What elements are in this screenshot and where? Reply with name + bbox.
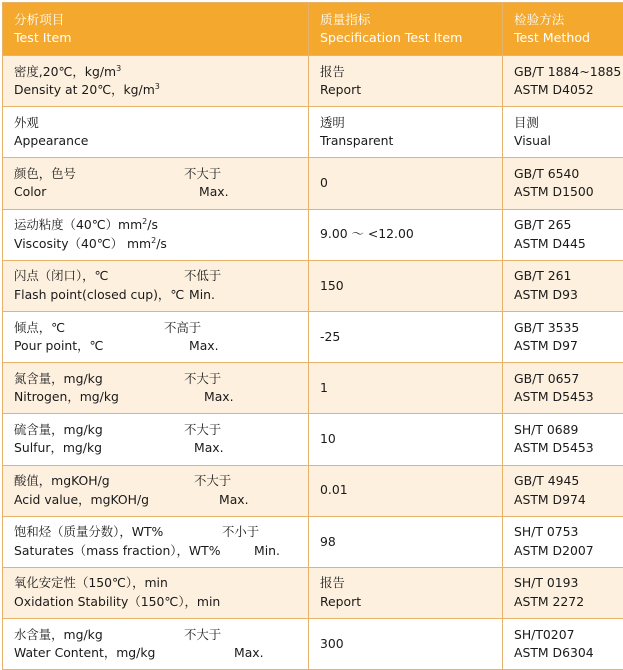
test-method-cell [503, 516, 623, 567]
header-test-item-zh: 分析项目 [14, 12, 65, 27]
test-item-zh-limit-label: 不小于 [222, 524, 260, 540]
test-method-cell [503, 619, 623, 670]
test-method-cell [503, 567, 623, 618]
header-test-item-en: Test Item [14, 30, 72, 45]
specification-value: Report [320, 82, 362, 98]
test-method-primary: GB/T 1884~1885 [514, 63, 622, 79]
test-item-en [14, 439, 308, 458]
test-item-en [14, 388, 308, 407]
test-item-en [14, 491, 308, 510]
test-item-zh-limit-label: 不高于 [164, 319, 202, 335]
table-row [3, 465, 623, 516]
test-item-zh-text: 倾点，℃ [14, 319, 66, 335]
test-method-secondary: ASTM D4052 [514, 82, 594, 98]
test-item-en-text: Density at 20℃，kg/m [14, 82, 155, 98]
specification-cell [309, 414, 503, 465]
test-item-en-limit-label: Min. [254, 542, 280, 558]
test-method-secondary: ASTM D1500 [514, 184, 594, 200]
test-method-cell [503, 158, 623, 209]
specification-value: -25 [320, 328, 341, 344]
test-item-zh-text: 氧化安定性（150℃），min [14, 575, 168, 591]
test-method-primary: SH/T 0753 [514, 524, 579, 540]
test-item-zh-text: 氮含量，mg/kg [14, 370, 103, 386]
test-item-en [14, 81, 308, 100]
test-item-en [14, 286, 308, 305]
specification-cell [309, 158, 503, 209]
specification-cell [309, 56, 503, 107]
test-item-en-text: Appearance [14, 133, 89, 149]
test-method-primary: GB/T 261 [514, 268, 572, 284]
test-item-zh [14, 523, 308, 542]
test-method-secondary: ASTM D5453 [514, 389, 594, 405]
test-item-en [14, 337, 308, 356]
test-item-en [14, 542, 308, 561]
test-item-cell [3, 567, 309, 618]
test-method-cell [503, 260, 623, 311]
test-item-zh-text: 闪点（闭口），℃ [14, 268, 109, 284]
test-item-zh [14, 319, 308, 338]
specification-value: 9.00 ～ <12.00 [320, 226, 414, 242]
test-item-zh [14, 370, 308, 389]
test-item-cell [3, 260, 309, 311]
test-item-zh-text: 硫含量，mg/kg [14, 421, 103, 437]
test-item-zh-text: 运动粘度（40℃）mm [14, 217, 143, 233]
test-item-en-text: Nitrogen，mg/kg [14, 389, 119, 405]
test-method-cell [503, 107, 623, 158]
test-item-en-unit-tail: /s [156, 235, 167, 251]
test-item-zh-limit-label: 不大于 [184, 165, 222, 181]
test-item-en-text: Flash point(closed cup)，℃ [14, 286, 185, 302]
test-item-zh-limit-label: 不大于 [184, 626, 222, 642]
test-item-en [14, 593, 308, 612]
test-method-primary: GB/T 0657 [514, 370, 580, 386]
specification-value: 150 [320, 277, 344, 293]
specification-value: 0.01 [320, 482, 348, 498]
specification-cell [309, 465, 503, 516]
test-method-secondary: ASTM D6304 [514, 645, 594, 661]
header-specification [309, 3, 503, 56]
table-row [3, 209, 623, 260]
test-method-cell [503, 414, 623, 465]
test-item-en-limit-label: Max. [199, 184, 229, 200]
table-row [3, 619, 623, 670]
specification-cell [309, 311, 503, 362]
test-item-zh-limit-label: 不大于 [184, 421, 222, 437]
test-item-cell [3, 414, 309, 465]
test-item-en-text: Acid value，mgKOH/g [14, 491, 150, 507]
test-item-en-text: Saturates（mass fraction），WT% [14, 542, 221, 558]
test-item-en-limit-label: Max. [189, 338, 219, 354]
specification-value: 1 [320, 379, 328, 395]
test-item-zh [14, 165, 308, 184]
test-item-zh [14, 267, 308, 286]
test-item-zh-text: 水含量，mg/kg [14, 626, 103, 642]
test-method-secondary: Visual [514, 133, 551, 149]
test-item-zh-unit-tail: /s [147, 217, 158, 233]
test-item-en-superscript: 3 [154, 81, 160, 91]
test-item-zh-limit-label: 不低于 [184, 268, 222, 284]
table-row [3, 363, 623, 414]
test-item-zh [14, 63, 308, 82]
test-item-zh-text: 颜色，色号 [14, 165, 76, 181]
test-item-en-text: Sulfur，mg/kg [14, 440, 103, 456]
header-test-item [3, 3, 309, 56]
test-method-cell [503, 363, 623, 414]
header-test-method-zh: 检验方法 [514, 12, 565, 27]
test-method-primary: GB/T 4945 [514, 473, 580, 489]
test-item-en-text: Water Content，mg/kg [14, 645, 156, 661]
test-item-en [14, 132, 308, 151]
specification-cell [309, 363, 503, 414]
test-item-zh-text: 饱和烃（质量分数），WT% [14, 524, 164, 540]
test-method-primary: SH/T0207 [514, 626, 575, 642]
test-item-zh [14, 216, 308, 235]
test-method-primary: GB/T 6540 [514, 165, 580, 181]
specification-value: 300 [320, 635, 344, 651]
test-item-en-limit-label: Max. [194, 440, 224, 456]
test-item-zh-text: 酸值，mgKOH/g [14, 473, 110, 489]
specification-value: 98 [320, 533, 336, 549]
test-method-secondary: ASTM D93 [514, 286, 578, 302]
table-row [3, 311, 623, 362]
specification-value: 10 [320, 431, 336, 447]
test-item-zh-text: 密度,20℃，kg/m [14, 63, 117, 79]
header-test-method [503, 3, 623, 56]
specification-zh: 报告 [320, 575, 345, 591]
test-item-cell [3, 516, 309, 567]
test-method-secondary: ASTM D97 [514, 338, 578, 354]
test-item-en-text: Pour point，℃ [14, 338, 104, 354]
test-method-primary: 目测 [514, 114, 539, 130]
test-item-cell [3, 311, 309, 362]
specification-cell [309, 209, 503, 260]
test-method-cell [503, 465, 623, 516]
test-item-en-limit-label: Max. [219, 491, 249, 507]
test-method-cell [503, 311, 623, 362]
table-body [3, 56, 623, 670]
test-item-zh-text: 外观 [14, 114, 39, 130]
test-item-zh [14, 574, 308, 593]
specification-cell [309, 567, 503, 618]
test-method-primary: SH/T 0193 [514, 575, 579, 591]
test-item-en-limit-label: Max. [204, 389, 234, 405]
test-method-secondary: ASTM D445 [514, 235, 586, 251]
specification-zh: 报告 [320, 63, 345, 79]
test-item-zh-superscript: 3 [116, 63, 122, 73]
test-item-zh [14, 114, 308, 133]
specification-value: Report [320, 593, 362, 609]
table-row [3, 414, 623, 465]
test-item-cell [3, 56, 309, 107]
test-method-cell [503, 56, 623, 107]
test-item-zh-limit-label: 不大于 [194, 473, 232, 489]
test-item-en-text: Viscosity（40℃） mm [14, 235, 152, 251]
specification-cell [309, 619, 503, 670]
test-method-primary: GB/T 3535 [514, 319, 580, 335]
specification-cell [309, 260, 503, 311]
test-method-primary: GB/T 265 [514, 217, 572, 233]
test-item-en-text: Oxidation Stability（150℃），min [14, 593, 221, 609]
header-specification-zh: 质量指标 [320, 12, 371, 27]
test-item-cell [3, 107, 309, 158]
test-item-zh [14, 626, 308, 645]
test-item-cell [3, 465, 309, 516]
test-method-secondary: ASTM 2272 [514, 593, 585, 609]
test-item-en [14, 183, 308, 202]
test-item-cell [3, 158, 309, 209]
specification-table [2, 2, 623, 670]
header-specification-en: Specification Test Item [320, 30, 463, 45]
test-item-en-superscript: 2 [151, 235, 157, 245]
table-row [3, 516, 623, 567]
test-item-zh-superscript: 2 [142, 217, 148, 227]
test-method-cell [503, 209, 623, 260]
test-item-cell [3, 363, 309, 414]
specification-value: 0 [320, 175, 328, 191]
test-method-secondary: ASTM D2007 [514, 542, 594, 558]
test-item-en-text: Color [14, 184, 47, 200]
test-item-en [14, 235, 308, 254]
test-item-zh [14, 472, 308, 491]
test-item-en [14, 644, 308, 663]
test-method-secondary: ASTM D974 [514, 491, 586, 507]
specification-value: Transparent [320, 133, 394, 149]
test-item-cell [3, 619, 309, 670]
test-item-en-limit-label: Max. [234, 645, 264, 661]
test-method-secondary: ASTM D5453 [514, 440, 594, 456]
test-item-zh [14, 421, 308, 440]
table-row [3, 107, 623, 158]
specification-cell [309, 107, 503, 158]
table-header-row [3, 3, 623, 56]
test-item-en-limit-label: Min. [189, 286, 215, 302]
table-row [3, 158, 623, 209]
specification-cell [309, 516, 503, 567]
table-row [3, 56, 623, 107]
table-row [3, 260, 623, 311]
header-test-method-en: Test Method [514, 30, 591, 45]
test-method-primary: SH/T 0689 [514, 421, 579, 437]
test-item-zh-limit-label: 不大于 [184, 370, 222, 386]
specification-zh: 透明 [320, 114, 345, 130]
test-item-cell [3, 209, 309, 260]
table-row [3, 567, 623, 618]
